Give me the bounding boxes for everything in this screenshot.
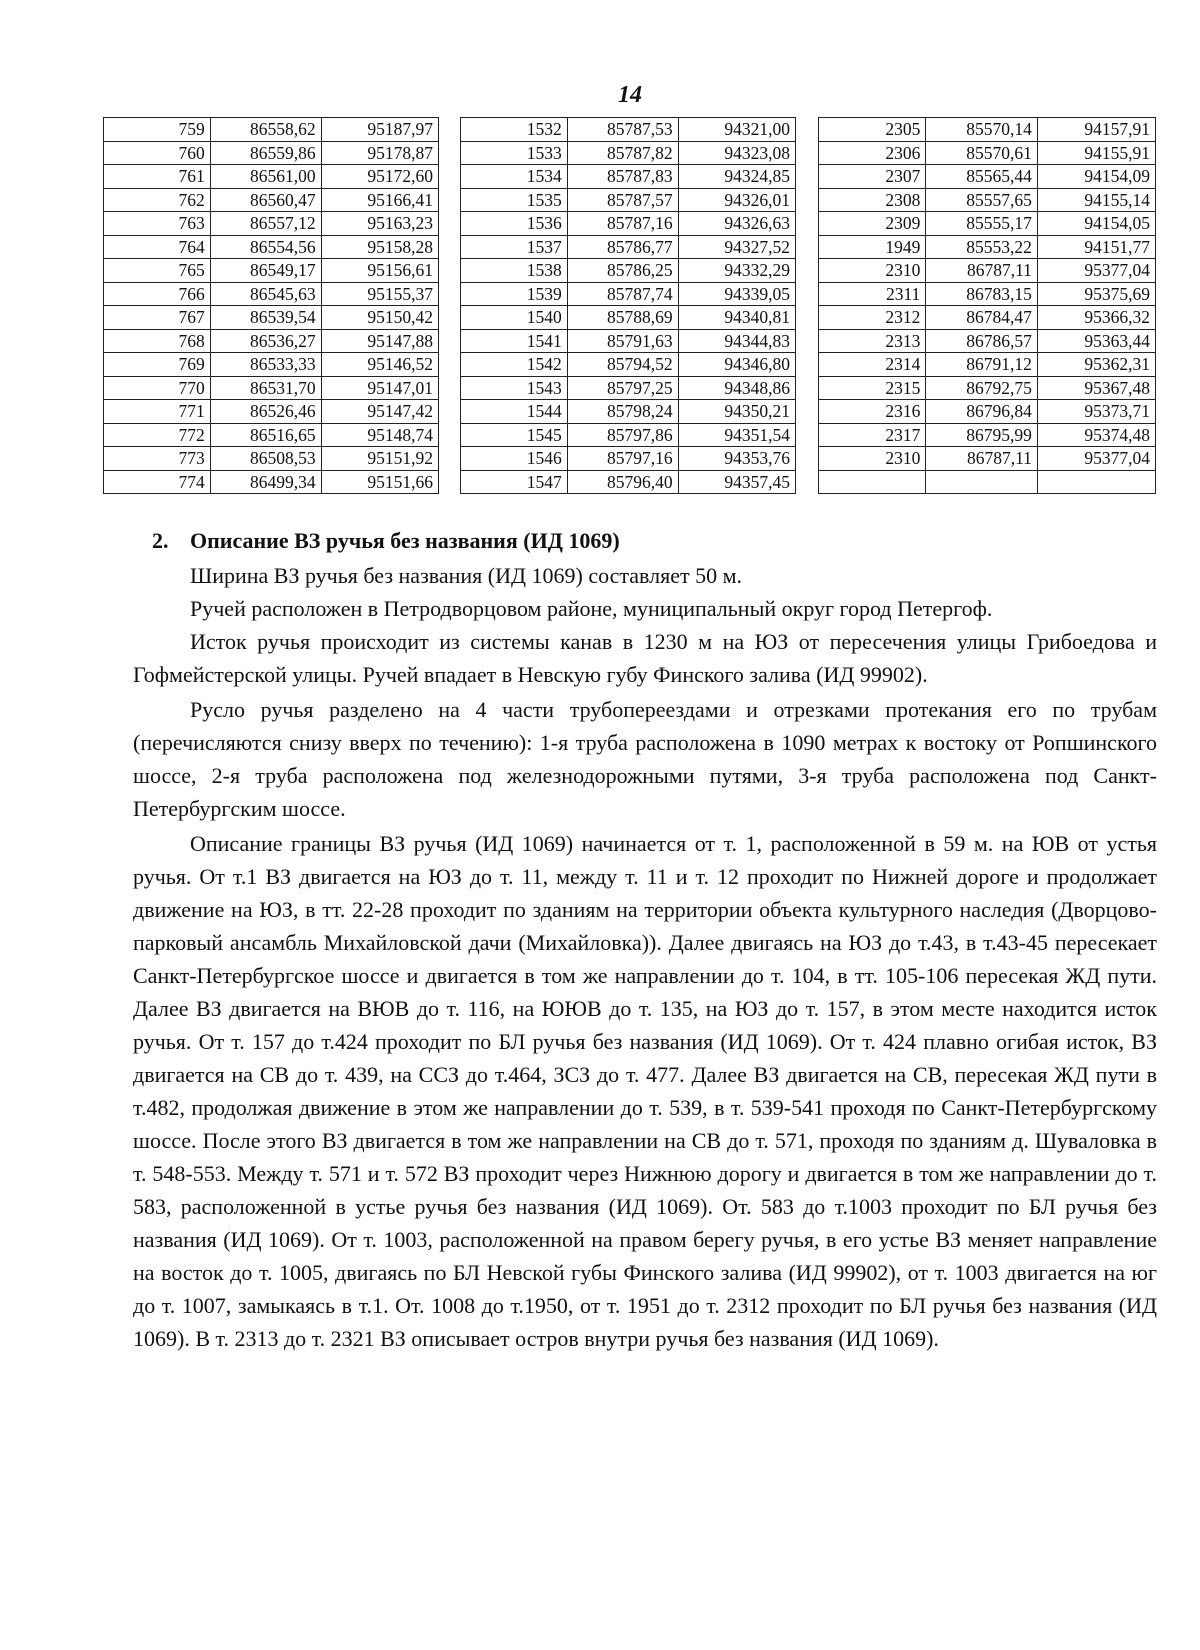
y-coordinate-cell: 95166,41 [321, 188, 438, 212]
y-coordinate-cell: 94357,45 [678, 470, 795, 494]
table-row [461, 212, 796, 236]
point-number-cell: 773 [104, 447, 211, 471]
point-number-cell: 769 [104, 353, 211, 377]
table-row [104, 118, 439, 142]
x-coordinate-cell: 86536,27 [210, 329, 321, 353]
table-row [461, 306, 796, 330]
x-coordinate-cell: 86786,57 [926, 329, 1038, 353]
table-row [104, 306, 439, 330]
y-coordinate-cell: 95367,48 [1037, 376, 1155, 400]
table-row [104, 188, 439, 212]
x-coordinate-cell: 85796,40 [567, 470, 678, 494]
y-coordinate-cell: 94351,54 [678, 423, 795, 447]
point-number-cell: 2310 [819, 447, 926, 471]
table-row [104, 400, 439, 424]
y-coordinate-cell: 95375,69 [1037, 282, 1155, 306]
point-number-cell: 1535 [461, 188, 568, 212]
y-coordinate-cell: 94327,52 [678, 235, 795, 259]
table-row [104, 329, 439, 353]
x-coordinate-cell: 86791,12 [926, 353, 1038, 377]
point-number-cell: 764 [104, 235, 211, 259]
x-coordinate-cell: 86545,63 [210, 282, 321, 306]
table-row [819, 235, 1156, 259]
table-row [104, 447, 439, 471]
table-row [819, 329, 1156, 353]
coordinates-table-1 [103, 117, 439, 494]
table-row [461, 235, 796, 259]
section-description [133, 524, 1157, 1357]
y-coordinate-cell: 94348,86 [678, 376, 795, 400]
x-coordinate-cell: 86558,62 [210, 118, 321, 142]
y-coordinate-cell: 95187,97 [321, 118, 438, 142]
point-number-cell: 771 [104, 400, 211, 424]
x-coordinate-cell: 85787,74 [567, 282, 678, 306]
table-row [819, 141, 1156, 165]
point-number-cell: 763 [104, 212, 211, 236]
y-coordinate-cell: 94346,80 [678, 353, 795, 377]
section-number: 2. [152, 528, 169, 553]
x-coordinate-cell: 85570,14 [926, 118, 1038, 142]
section-heading [152, 524, 1157, 557]
y-coordinate-cell: 95147,88 [321, 329, 438, 353]
point-number-cell: 770 [104, 376, 211, 400]
y-coordinate-cell: 95374,48 [1037, 423, 1155, 447]
point-number-cell: 1546 [461, 447, 568, 471]
y-coordinate-cell: 94323,08 [678, 141, 795, 165]
x-coordinate-cell: 85786,77 [567, 235, 678, 259]
y-coordinate-cell: 94340,81 [678, 306, 795, 330]
y-coordinate-cell: 94332,29 [678, 259, 795, 283]
point-number-cell: 774 [104, 470, 211, 494]
table-row [461, 165, 796, 189]
x-coordinate-cell: 85553,22 [926, 235, 1038, 259]
point-number-cell: 2306 [819, 141, 926, 165]
x-coordinate-cell: 85565,44 [926, 165, 1038, 189]
x-coordinate-cell: 85787,53 [567, 118, 678, 142]
table-row [819, 470, 1156, 494]
point-number-cell: 1540 [461, 306, 568, 330]
paragraph-location: Ручей расположен в Петродворцовом районе, муниципальный округ город Петергоф. [190, 596, 993, 621]
paragraph-boundary: Описание границы ВЗ ручья (ИД 1069) начинается от т. 1, расположенной в 59 м. на ЮВ от устья ручья. От т.1 ВЗ двигается на ЮЗ до т. 11, между т. 11 и т. 12 проходит по Нижней дороге и продолжает движение на ЮЗ, в тт. 22-28 проходит по зданиям на территории объекта культурного наследия (Дворцово-парковый ансамбль Михайловской дачи (Михайловка)). Далее двигаясь на ЮЗ до т.43, в т.43-45 пересекает Санкт-Петербургское шоссе и двигается в том же направлении до т. 104, в тт. 105-106 пересекая ЖД пути. Далее ВЗ двигается на ВЮВ до т. 116, на ЮЮВ до т. 135, на ЮЗ до т. 157, в этом месте находится исток ручья. От т. 157 до т.424 проходит по БЛ ручья без названия (ИД 1069). От т. 424 плавно огибая исток, ВЗ двигается на СВ до т. 439, на ССЗ до т.464, ЗСЗ до т. 477. Далее ВЗ двигается на СВ, пересекая ЖД пути в т.482, продолжая движение в этом же направлении до т. 539, в т. 539-541 проходя по Санкт-Петербургскому шоссе. После этого ВЗ двигается в том же направлении на СВ до т. 571, проходя по зданиям д. Шуваловка в т. 548-553. Между т. 571 и т. 572 ВЗ проходит через Нижнюю дорогу и двигается в том же направлении до т. 583, расположенной в устье ручья без названия (ИД 1069). От. 583 до т.1003 проходит по БЛ ручья без названия (ИД 1069). От т. 1003, расположенной на правом берегу ручья, в его устье ВЗ меняет направление на восток до т. 1005, двигаясь по БЛ Невской губы Финского залива (ИД 99902), от т. 1003 двигается на юг до т. 1007, замыкаясь в т.1. От. 1008 до т.1950, от т. 1951 до т. 2312 проходит по БЛ ручья без названия (ИД 1069). В т. 2313 до т. 2321 ВЗ описывает остров внутри ручья без названия (ИД 1069). [133, 831, 1157, 1351]
table-row [819, 353, 1156, 377]
y-coordinate-cell: 95147,42 [321, 400, 438, 424]
point-number-cell: 1545 [461, 423, 568, 447]
y-coordinate-cell: 95363,44 [1037, 329, 1155, 353]
x-coordinate-cell: 85787,83 [567, 165, 678, 189]
x-coordinate-cell: 86783,15 [926, 282, 1038, 306]
y-coordinate-cell: 94155,91 [1037, 141, 1155, 165]
y-coordinate-cell: 95150,42 [321, 306, 438, 330]
x-coordinate-cell: 85797,16 [567, 447, 678, 471]
y-coordinate-cell: 94339,05 [678, 282, 795, 306]
table-row [819, 212, 1156, 236]
table-row [104, 165, 439, 189]
table-row [104, 259, 439, 283]
x-coordinate-cell: 85787,57 [567, 188, 678, 212]
x-coordinate-cell: 85555,17 [926, 212, 1038, 236]
x-coordinate-cell: 85787,82 [567, 141, 678, 165]
table-row [104, 353, 439, 377]
point-number-cell: 2309 [819, 212, 926, 236]
point-number-cell: 2315 [819, 376, 926, 400]
point-number-cell [819, 470, 926, 494]
x-coordinate-cell: 86784,47 [926, 306, 1038, 330]
y-coordinate-cell: 95151,66 [321, 470, 438, 494]
y-coordinate-cell: 95147,01 [321, 376, 438, 400]
y-coordinate-cell: 94155,14 [1037, 188, 1155, 212]
section-title: Описание ВЗ ручья без названия (ИД 1069) [190, 528, 620, 553]
x-coordinate-cell: 86516,65 [210, 423, 321, 447]
y-coordinate-cell: 95163,23 [321, 212, 438, 236]
point-number-cell: 767 [104, 306, 211, 330]
table-row [819, 447, 1156, 471]
y-coordinate-cell: 94157,91 [1037, 118, 1155, 142]
point-number-cell: 765 [104, 259, 211, 283]
point-number-cell: 1541 [461, 329, 568, 353]
x-coordinate-cell: 85798,24 [567, 400, 678, 424]
y-coordinate-cell: 94324,85 [678, 165, 795, 189]
x-coordinate-cell: 85786,25 [567, 259, 678, 283]
y-coordinate-cell: 95178,87 [321, 141, 438, 165]
table-row [104, 212, 439, 236]
x-coordinate-cell: 86533,33 [210, 353, 321, 377]
x-coordinate-cell: 86787,11 [926, 447, 1038, 471]
point-number-cell: 2313 [819, 329, 926, 353]
paragraph-width: Ширина ВЗ ручья без названия (ИД 1069) составляет 50 м. [190, 563, 743, 588]
table-row [819, 188, 1156, 212]
x-coordinate-cell: 86795,99 [926, 423, 1038, 447]
y-coordinate-cell: 95377,04 [1037, 259, 1155, 283]
table-row [819, 376, 1156, 400]
x-coordinate-cell: 86554,56 [210, 235, 321, 259]
table-row [819, 259, 1156, 283]
table-row [104, 423, 439, 447]
x-coordinate-cell: 86792,75 [926, 376, 1038, 400]
table-row [819, 306, 1156, 330]
table-row [104, 282, 439, 306]
point-number-cell: 1534 [461, 165, 568, 189]
x-coordinate-cell: 85557,65 [926, 188, 1038, 212]
y-coordinate-cell: 95172,60 [321, 165, 438, 189]
table-row [819, 282, 1156, 306]
point-number-cell: 2314 [819, 353, 926, 377]
y-coordinate-cell [1037, 470, 1155, 494]
table-row [104, 376, 439, 400]
table-row [819, 400, 1156, 424]
table-row [461, 376, 796, 400]
y-coordinate-cell: 95362,31 [1037, 353, 1155, 377]
y-coordinate-cell: 94154,09 [1037, 165, 1155, 189]
paragraph-source: Исток ручья происходит из системы канав в 1230 м на ЮЗ от пересечения улицы Грибоедова и Гофмейстерской улицы. Ручей впадает в Невскую губу Финского залива (ИД 99902). [133, 629, 1157, 687]
point-number-cell: 2305 [819, 118, 926, 142]
x-coordinate-cell: 86508,53 [210, 447, 321, 471]
point-number-cell: 1537 [461, 235, 568, 259]
y-coordinate-cell: 94151,77 [1037, 235, 1155, 259]
y-coordinate-cell: 95377,04 [1037, 447, 1155, 471]
x-coordinate-cell: 86539,54 [210, 306, 321, 330]
table-row [461, 188, 796, 212]
table-row [461, 141, 796, 165]
table-row [819, 118, 1156, 142]
y-coordinate-cell: 94326,63 [678, 212, 795, 236]
table-row [461, 353, 796, 377]
point-number-cell: 1539 [461, 282, 568, 306]
x-coordinate-cell: 86557,12 [210, 212, 321, 236]
y-coordinate-cell: 94321,00 [678, 118, 795, 142]
x-coordinate-cell: 85797,86 [567, 423, 678, 447]
point-number-cell: 760 [104, 141, 211, 165]
point-number-cell: 1536 [461, 212, 568, 236]
y-coordinate-cell: 94344,83 [678, 329, 795, 353]
paragraph-channel: Русло ручья разделено на 4 части трубопереездами и отрезками протекания его по трубам (перечисляются снизу вверх по течению): 1-я труба расположена в 1090 метрах к востоку от Ропшинского шоссе, 2-я труба расположена под железнодорожными путями, 3-я труба расположена под Санкт-Петербургским шоссе. [133, 697, 1157, 821]
x-coordinate-cell: 86549,17 [210, 259, 321, 283]
x-coordinate-cell: 85797,25 [567, 376, 678, 400]
y-coordinate-cell: 95373,71 [1037, 400, 1155, 424]
point-number-cell: 1544 [461, 400, 568, 424]
x-coordinate-cell: 85787,16 [567, 212, 678, 236]
table-row [461, 282, 796, 306]
point-number-cell: 1547 [461, 470, 568, 494]
y-coordinate-cell: 94353,76 [678, 447, 795, 471]
point-number-cell: 1532 [461, 118, 568, 142]
point-number-cell: 1538 [461, 259, 568, 283]
x-coordinate-cell: 86559,86 [210, 141, 321, 165]
table-row [461, 447, 796, 471]
x-coordinate-cell: 85788,69 [567, 306, 678, 330]
x-coordinate-cell: 85791,63 [567, 329, 678, 353]
table-row [819, 165, 1156, 189]
y-coordinate-cell: 95148,74 [321, 423, 438, 447]
y-coordinate-cell: 94326,01 [678, 188, 795, 212]
table-row [104, 235, 439, 259]
x-coordinate-cell: 86796,84 [926, 400, 1038, 424]
point-number-cell: 768 [104, 329, 211, 353]
x-coordinate-cell: 86560,47 [210, 188, 321, 212]
point-number-cell: 1533 [461, 141, 568, 165]
table-row [461, 423, 796, 447]
point-number-cell: 2308 [819, 188, 926, 212]
point-number-cell: 2312 [819, 306, 926, 330]
point-number-cell: 2311 [819, 282, 926, 306]
y-coordinate-cell: 95156,61 [321, 259, 438, 283]
page-number: 14 [618, 82, 642, 108]
x-coordinate-cell: 86787,11 [926, 259, 1038, 283]
point-number-cell: 2317 [819, 423, 926, 447]
table-row [819, 423, 1156, 447]
point-number-cell: 772 [104, 423, 211, 447]
y-coordinate-cell: 95155,37 [321, 282, 438, 306]
table-row [461, 470, 796, 494]
y-coordinate-cell: 94350,21 [678, 400, 795, 424]
point-number-cell: 761 [104, 165, 211, 189]
y-coordinate-cell: 94154,05 [1037, 212, 1155, 236]
point-number-cell: 2307 [819, 165, 926, 189]
table-row [104, 470, 439, 494]
point-number-cell: 1543 [461, 376, 568, 400]
table-row [461, 259, 796, 283]
x-coordinate-cell: 86526,46 [210, 400, 321, 424]
point-number-cell: 1949 [819, 235, 926, 259]
table-row [461, 400, 796, 424]
x-coordinate-cell [926, 470, 1038, 494]
point-number-cell: 766 [104, 282, 211, 306]
point-number-cell: 2316 [819, 400, 926, 424]
coordinates-table-3 [818, 117, 1156, 494]
x-coordinate-cell: 86561,00 [210, 165, 321, 189]
x-coordinate-cell: 85570,61 [926, 141, 1038, 165]
point-number-cell: 1542 [461, 353, 568, 377]
y-coordinate-cell: 95158,28 [321, 235, 438, 259]
y-coordinate-cell: 95146,52 [321, 353, 438, 377]
table-row [461, 118, 796, 142]
table-row [104, 141, 439, 165]
coordinates-table-2 [460, 117, 796, 494]
point-number-cell: 759 [104, 118, 211, 142]
x-coordinate-cell: 86531,70 [210, 376, 321, 400]
point-number-cell: 2310 [819, 259, 926, 283]
y-coordinate-cell: 95366,32 [1037, 306, 1155, 330]
table-row [461, 329, 796, 353]
y-coordinate-cell: 95151,92 [321, 447, 438, 471]
x-coordinate-cell: 86499,34 [210, 470, 321, 494]
point-number-cell: 762 [104, 188, 211, 212]
x-coordinate-cell: 85794,52 [567, 353, 678, 377]
